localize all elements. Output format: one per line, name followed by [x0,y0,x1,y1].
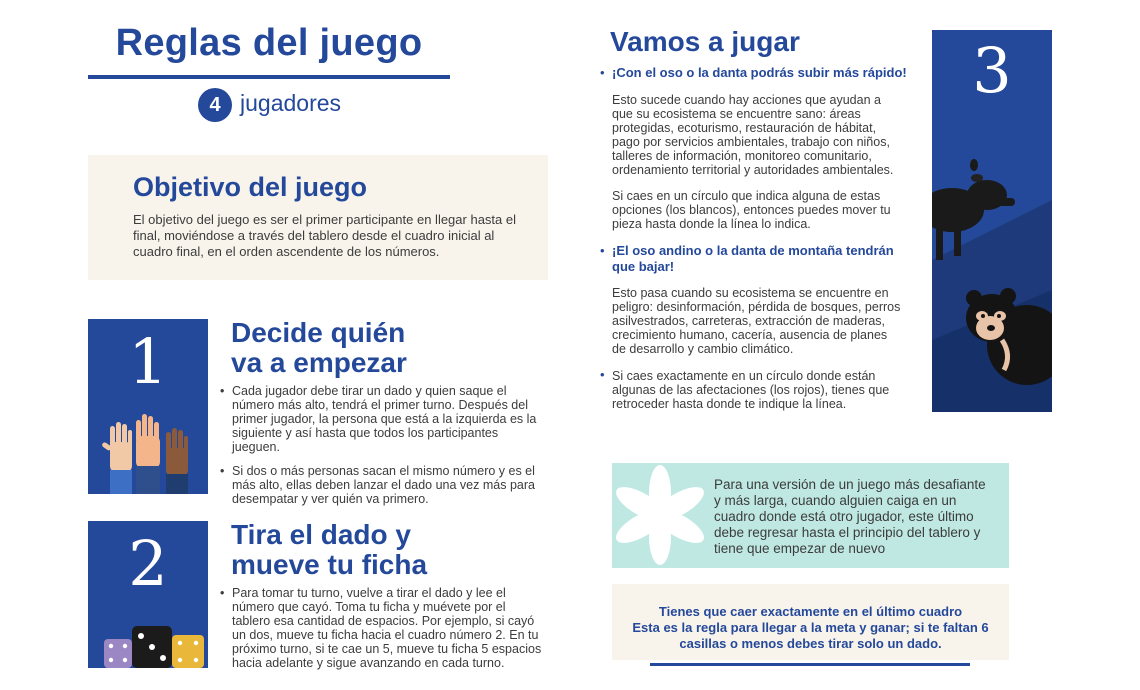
objective-title: Objetivo del juego [133,172,368,202]
step-2-card [88,521,208,668]
players-count-badge: 4 [198,88,232,122]
players-label: jugadores [240,90,342,116]
panel-number: 3 [972,34,1012,107]
up-text-2: Si caes en un círculo que indica alguna de estas opciones (los blancos), entonces puedes mover tu pieza hasta donde la línea lo indica. [612,189,891,231]
list-item: • Para tomar tu turno, vuelve a tirar el dado y lee el número que cayó. Toma tu ficha y muévete por el tablero esa cantidad de espacios. Por ejemplo, si cayó un dos, mueve tu ficha hacia el cuadro número 2. En tu próximo turno, si te cae un 5, mueve tu ficha 5 espacios hacia adelante y sigue avanzando en cada turno. [220,586,545,670]
objective-text: El objetivo del juego es ser el primer participante en llegar hasta el final, moviéndose a través del tablero desde el cuadro inicial al cuadro final, en el orden ascendente de los números. [133,212,516,259]
bullet-dot: • [600,367,605,382]
page-title: Reglas del juego [115,22,423,64]
down-text-1: Esto pasa cuando su ecosistema se encuentre en peligro: desinformación, pérdida de bosques, perros asilvestrados, carreteras, extracción de maderas, crecimiento humano, cacería, ausencia de planes de desarrollo y cambio climático. [612,286,901,356]
final-rule-underline [650,663,970,666]
animals-panel [932,30,1052,412]
down-text-2: Si caes exactamente en un círculo donde están algunas de las afectaciones (los rojos), tienes que retroceder hasta donde te indique la línea. [612,369,890,411]
step-1-card [88,319,208,494]
list-item: • Cada jugador debe tirar un dado y quien saque el número más alto, tendrá el primer turno. Después del primer jugador, la persona que está a la izquierda es la siguiente y así hasta que todos los participantes jueguen. [220,384,545,454]
list-item: • Si dos o más personas sacan el mismo número y es el más alto, ellas deben lanzar el dado una vez más para desempatar y ver quién va primero. [220,464,545,506]
down-heading: ¡El oso andino o la danta de montaña tendrán que bajar! [612,243,894,274]
title-underline [88,75,450,79]
dice-icon [88,621,208,668]
step-1-number: 1 [128,325,168,398]
step-1-bullets [220,384,545,516]
raised-hands-icon [88,414,208,494]
play-title: Vamos a jugar [610,26,800,57]
up-text-1: Esto sucede cuando hay acciones que ayudan a que su ecosistema se encuentre sano: áreas protegidas, ecoturismo, restauración de hábitat, pago por servicios ambientales, trabajo con niños, talleres de información, monitoreo comunitario, ordenamiento territorial y autoridades ambientales. [612,93,894,177]
bullet-dot: • [600,65,605,80]
step-1-title: Decide quién va a empezar [231,317,407,378]
asterisk-icon [612,463,708,568]
up-heading: ¡Con el oso o la danta podrás subir más rápido! [612,65,907,80]
bullet-dot: • [600,243,605,258]
step-2-title: Tira el dado y mueve tu ficha [231,519,428,580]
final-rule-text: Tienes que caer exactamente en el último cuadro Esta es la regla para llegar a la meta y ganar; si te faltan 6 casillas o menos debes tirar solo un dado. [632,604,989,651]
tapir-and-bear-illustration [932,140,1052,412]
variant-tip-text: Para una versión de un juego más desafiante y más larga, cuando alguien caiga en un cuadro donde está otro jugador, este último debe regresar hasta el principio del tablero y tiene que empezar de nuevo [714,477,986,556]
step-2-bullets [220,586,545,680]
step-2-number: 2 [128,527,168,600]
